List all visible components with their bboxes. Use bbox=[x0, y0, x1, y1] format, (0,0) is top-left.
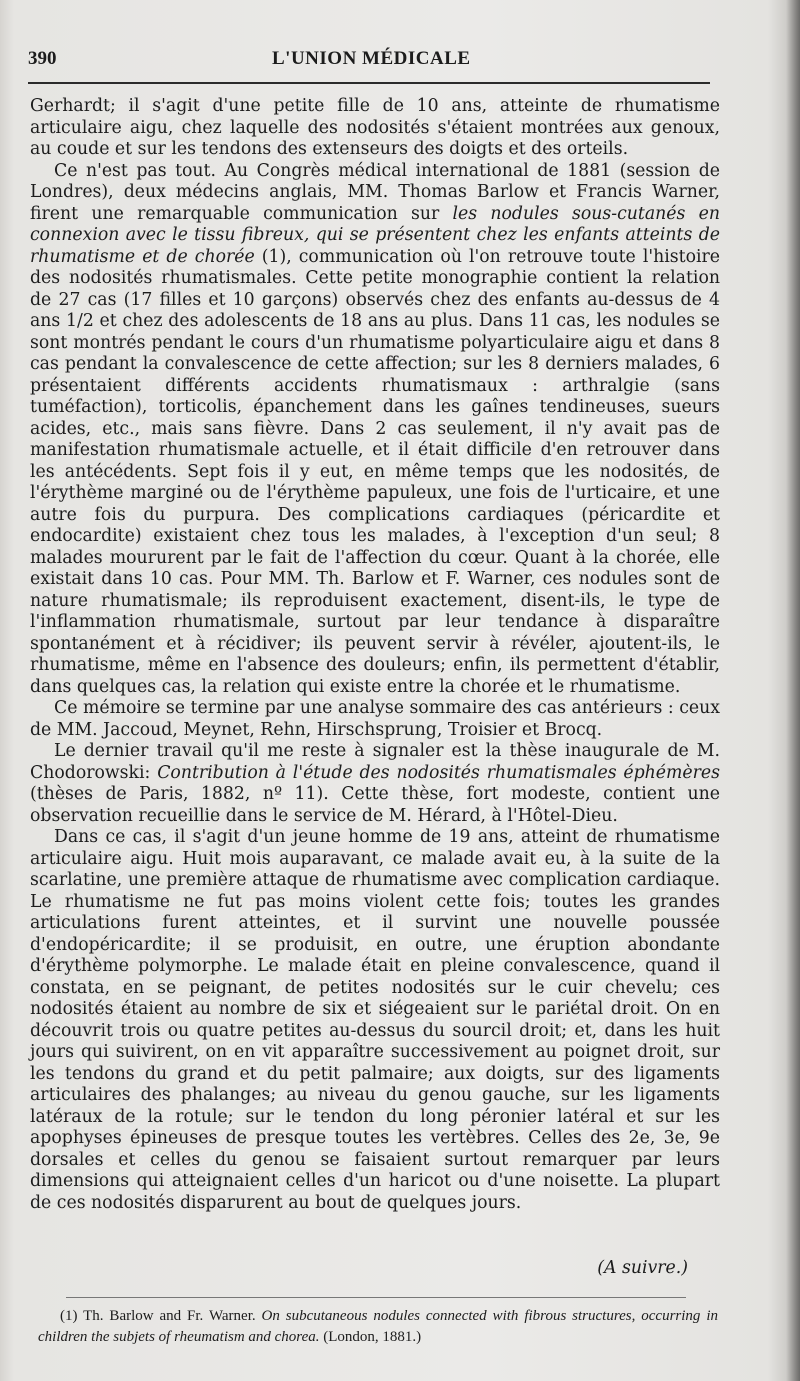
article-body bbox=[30, 96, 720, 1214]
paragraph-1: Gerhardt; il s'agit d'une petite fille de 10 ans, atteinte de rhumatisme articulaire aigu, chez laquelle des nodosités s'étaient montrées aux genoux, au coude et sur les tendons des extenseurs des doigts et des orteils. bbox=[30, 96, 720, 159]
paragraph-2-text-b: (1), communication où l'on retrouve toute l'histoire des nodosités rhumatismales. Cette petite monographie contient la relation de 27 cas (17 filles et 10 garçons) observés chez des enfants au-dessus de 4 ans 1/2 et chez des adolescents de 18 ans au plus. Dans 11 cas, les nodules se sont montrés pendant le cours d'un rhumatisme polyarticulaire aigu et dans 8 cas pendant la convalescence de cette affection; sur les 8 derniers malades, 6 présentaient différents accidents rhumatismaux : arthralgie (sans tuméfaction), torticolis, épanchement dans les gaînes tendineuses, sueurs acides, etc., mais sans fièvre. Dans 2 cas seulement, il n'y avait pas de manifestation rhumatismale actuelle, et il était difficile d'en retrouver dans les antécédents. Sept fois il y eut, en même temps que les nodosités, de l'érythème marginé ou de l'érythème papuleux, une fois de l'urticaire, et une autre fois du purpura. Des complications cardiaques (péricardite et endocardite) existaient chez tous les malades, à l'exception d'un seul; 8 malades moururent par le fait de l'affection du cœur. Quant à la chorée, elle existait dans 10 cas. Pour MM. Th. Barlow et F. Warner, ces nodules sont de nature rhumatismale; ils reproduisent exactement, disent-ils, le type de l'inflammation rhumatismale, surtout par leur tendance à disparaître spontanément et à récidiver; ils peuvent servir à révéler, ajoutent-ils, le rhumatisme, même en l'absence des douleurs; enfin, ils permettent d'établir, dans quelques cas, la relation qui existe entre la chorée et le rhumatisme. bbox=[30, 246, 720, 697]
paragraph-5: Dans ce cas, il s'agit d'un jeune homme de 19 ans, atteint de rhumatisme articulaire aigu. Huit mois auparavant, ce malade avait eu, à la suite de la scarlatine, une première attaque de rhumatisme avec complication cardiaque. Le rhumatisme ne fut pas moins violent cette fois; toutes les grandes articulations furent atteintes, et il survint une nouvelle poussée d'endopéricardite; il se produisit, en outre, une éruption abondante d'érythème polymorphe. Le malade était en pleine convalescence, quand il constata, en se peignant, de petites nodosités sur le cuir chevelu; ces nodosités étaient au nombre de six et siégeaient sur le pariétal droit. On en découvrit trois ou quatre petites au-dessus du sourcil droit; et, dans les huit jours qui suivirent, on en vit apparaître successivement au poignet droit, sur les tendons du grand et du petit palmaire; aux doigts, sur des ligaments articulaires des phalanges; au niveau du genou gauche, sur les ligaments latéraux de la rotule; sur le tendon du long péronier latéral et sur les apophyses épineuses de presque toutes les vertèbres. Celles des 2e, 3e, 9e dorsales et celles du genou se faisaient surtout remarquer par leurs dimensions qui atteignaient celles d'un haricot ou d'une noisette. La plupart de ces nodosités disparurent au bout de quelques jours. bbox=[30, 827, 720, 1213]
footnote bbox=[38, 1306, 718, 1348]
header-rule bbox=[28, 82, 710, 84]
paragraph-4 bbox=[30, 741, 720, 827]
paragraph-4-text-a: Le dernier travail qu'il me reste à signaler est la thèse inaugurale de M. Chodorowski: bbox=[30, 741, 720, 783]
running-title: L'UNION MÉDICALE bbox=[272, 48, 471, 69]
paragraph-2 bbox=[30, 161, 720, 699]
footnote-prefix: (1) Th. Barlow and Fr. Warner. bbox=[60, 1308, 262, 1324]
paragraph-4-cited-title: Contribution à l'étude des nodosités rhumatismales éphémères bbox=[157, 762, 720, 783]
paragraph-3: Ce mémoire se termine par une analyse sommaire des cas antérieurs : ceux de MM. Jaccoud, Meynet, Rehn, Hirschsprung, Troisier et Brocq. bbox=[30, 698, 720, 740]
page-number: 390 bbox=[28, 48, 57, 69]
paragraph-2-cited-title: les nodules sous-cutanés en connexion avec le tissu fibreux, qui se présentent chez les enfants atteints de rhumatisme et de chorée bbox=[30, 203, 720, 267]
paragraph-2-text-a: Ce n'est pas tout. Au Congrès médical international de 1881 (session de Londres), deux médecins anglais, MM. Thomas Barlow et Francis Warner, firent une remarquable communication sur bbox=[30, 160, 720, 224]
page-header bbox=[28, 48, 712, 74]
paragraph-4-text-b: (thèses de Paris, 1882, nº 11). Cette thèse, fort modeste, contient une observation recueillie dans le service de M. Hérard, à l'Hôtel-Dieu. bbox=[30, 784, 720, 826]
footnote-suffix: (London, 1881.) bbox=[319, 1329, 422, 1345]
footnote-rule bbox=[66, 1297, 686, 1298]
footnote-title: On subcutaneous nodules connected with fibrous structures, occurring in children the subjets of rheumatism and chorea. bbox=[38, 1308, 718, 1345]
book-spine-shadow bbox=[786, 0, 800, 1381]
to-be-continued: (A suivre.) bbox=[597, 1258, 688, 1278]
